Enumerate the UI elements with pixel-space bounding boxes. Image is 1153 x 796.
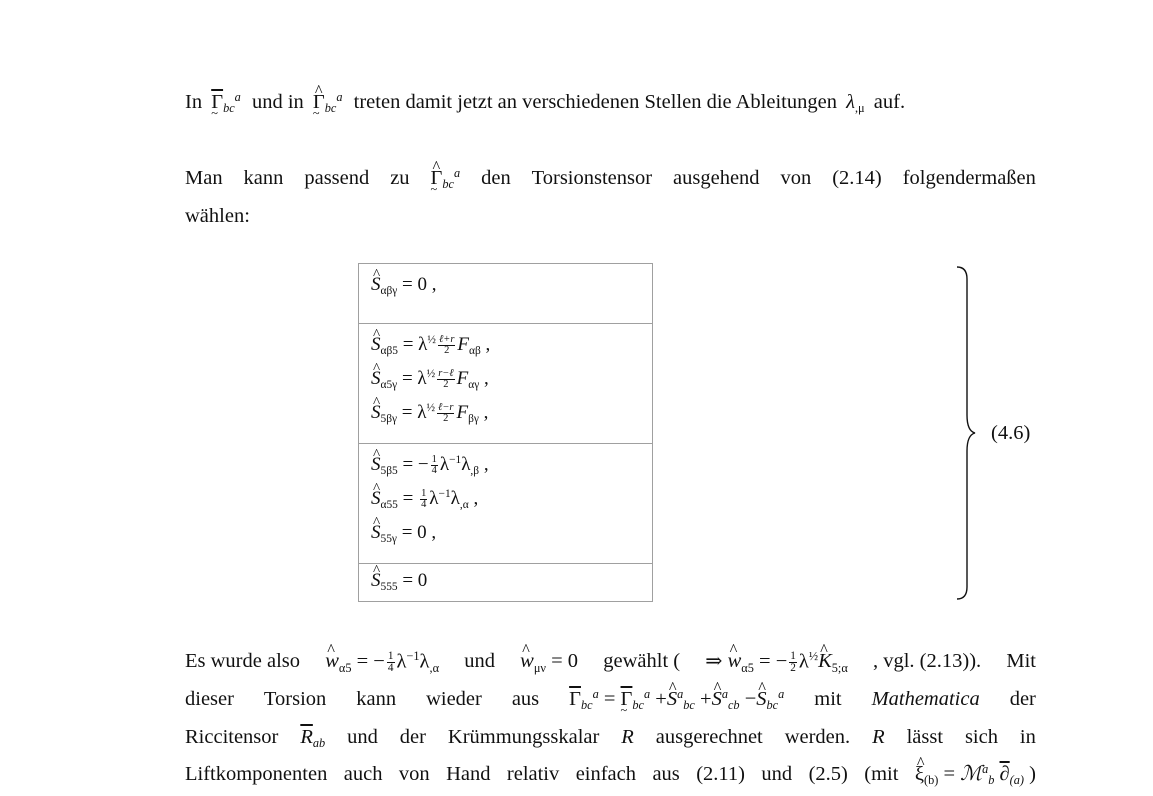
equation-cell-1	[359, 264, 652, 324]
word: einfach	[575, 763, 637, 785]
word: zu	[390, 167, 410, 189]
math-gamma-hat-tilde: ^ Γ $\sim_{bc}^a$	[431, 168, 461, 189]
paragraph-2-line-2: wählen:	[185, 205, 250, 227]
math-r: R	[621, 726, 634, 748]
word-mathematica: Mathematica	[871, 688, 980, 710]
math-w-munu: ^ $w_{\mu\nu} = 0$	[520, 651, 578, 672]
eq-s-5bg: ^ $S_{5\beta\gamma} = \lambda^{\frac{1}{2}}$ $\frac{\text{ℓ−r}}{2}$ $F_{\beta\gamma}$ ,	[371, 402, 488, 425]
eq-s-555: ^ $S_{555} = 0$	[371, 570, 427, 592]
word: der	[399, 726, 426, 748]
paragraph-3-line-3	[185, 726, 1036, 751]
text: und	[464, 650, 495, 673]
math-r-bar-ab: $\overline{R}_{ab}$	[300, 726, 326, 751]
word: aus	[511, 688, 540, 710]
word: Krümmungsskalar	[447, 726, 600, 748]
eq-s-a5g: ^ $S_{\alpha 5\gamma} = \lambda^{\frac{1}{2}}$ $\frac{\text{r−ℓ}}{2}$ $F_{\alpha\gamma}$ ,	[371, 368, 489, 391]
equation-table	[358, 263, 653, 602]
text: In	[185, 91, 203, 113]
math-gamma-bar-tilde: $\overline{\Gamma}$ $\sim_{bc}^a$	[211, 91, 241, 113]
word: dieser	[185, 688, 234, 710]
word: Riccitensor	[185, 726, 279, 748]
text: treten damit jetzt an verschiedenen Stellen die Ableitungen	[353, 91, 837, 113]
math-w-a5: ^ $w_{\alpha 5}$ = − $\frac{1}{4}$ $\lambda^{-1}\lambda_{,\alpha}$	[325, 651, 439, 675]
paragraph-3-line-1	[185, 651, 1036, 675]
word: und	[761, 763, 793, 785]
word: der	[1009, 688, 1036, 710]
word: (mit	[864, 763, 899, 785]
word: Torsionstensor	[531, 167, 653, 189]
word: ausgehend	[673, 167, 760, 189]
word: ausgerechnet	[655, 726, 763, 748]
text: , vgl. (2.13)).	[872, 650, 982, 673]
word: (2.11)	[696, 763, 745, 785]
equation-number: (4.6)	[991, 422, 1031, 444]
right-brace-icon	[955, 265, 977, 601]
word: kann	[243, 167, 284, 189]
text: und in	[251, 91, 304, 113]
eq-s-55g: ^ $S_{55\gamma} = 0$ ,	[371, 522, 436, 544]
word: den	[481, 167, 511, 189]
word: Liftkomponenten	[185, 763, 328, 785]
word: und	[347, 726, 378, 748]
word: wieder	[426, 688, 482, 710]
math-gamma-hat-tilde: ^ Γ $\sim_{bc}^a$	[313, 91, 343, 113]
word: Hand	[446, 763, 491, 785]
word: sich	[964, 726, 998, 748]
math-lambda-mu: $\lambda_{,\mu}$	[846, 91, 865, 116]
eq-s-abg: ^ $S_{\alpha\beta\gamma} = 0$ ,	[371, 274, 437, 296]
math-implies-w-a5: ⇒ ^ $w_{\alpha 5}$ = − $\frac{1}{2}$ $\lambda^{\frac{1}{2}}\^{}$ $K_{5;\alpha}$	[705, 651, 848, 675]
equation-cell-2	[359, 324, 652, 444]
math-gamma-decomposition: $\overline{\Gamma}_{bc}^a = \overline{\Gamma}$ $\sim_{bc}^a$ +^ $S^a_{bc}$ +^ $S^a_{cb}$ −^ $S_{bc}^a$	[569, 689, 784, 710]
word: Torsion	[263, 688, 327, 710]
word: in	[1019, 726, 1036, 748]
word: lässt	[906, 726, 944, 748]
word: von	[780, 167, 812, 189]
paragraph-3-line-2	[185, 686, 1036, 713]
paragraph-1	[185, 89, 906, 116]
word: folgendermaßen	[902, 167, 1036, 189]
equation-cell-3	[359, 444, 652, 564]
math-r: R	[872, 726, 885, 748]
word: werden.	[784, 726, 851, 748]
word: aus	[652, 763, 680, 785]
word: von	[398, 763, 430, 785]
paragraph-3-line-4	[185, 761, 1036, 788]
equation-cell-4	[359, 564, 652, 602]
word: mit	[814, 688, 842, 710]
word: relativ	[506, 763, 560, 785]
text: auf.	[873, 91, 906, 113]
word: kann	[356, 688, 397, 710]
word: Man	[185, 167, 223, 189]
word: passend	[304, 167, 370, 189]
text: Es wurde also	[185, 650, 301, 673]
word: (2.14)	[832, 167, 882, 189]
text: gewählt (	[603, 650, 681, 673]
eq-s-5b5: ^ $S_{5\beta 5}$ = − $\frac{1}{4}$ $\lambda^{-1}\lambda_{,\beta}$ ,	[371, 454, 489, 477]
text: Mit	[1006, 650, 1036, 673]
paragraph-2-line-1	[185, 165, 1036, 192]
math-xi-hat: ^ $\xi_{(b)}$ = ℳ$^a_b$ $\partial_{(a)}$ )	[915, 764, 1036, 785]
word: auch	[343, 763, 383, 785]
word: (2.5)	[808, 763, 848, 785]
eq-s-ab5: ^ $S_{\alpha\beta 5} = \lambda^{\frac{1}{2}}$ $\frac{\text{ℓ+r}}{2}$ $F_{\alpha\beta}$ ,	[371, 334, 490, 357]
eq-s-a55: ^ $S_{\alpha 55}$ = $\frac{1}{4}$ $\lambda^{-1}\lambda_{,\alpha}$ ,	[371, 488, 478, 511]
